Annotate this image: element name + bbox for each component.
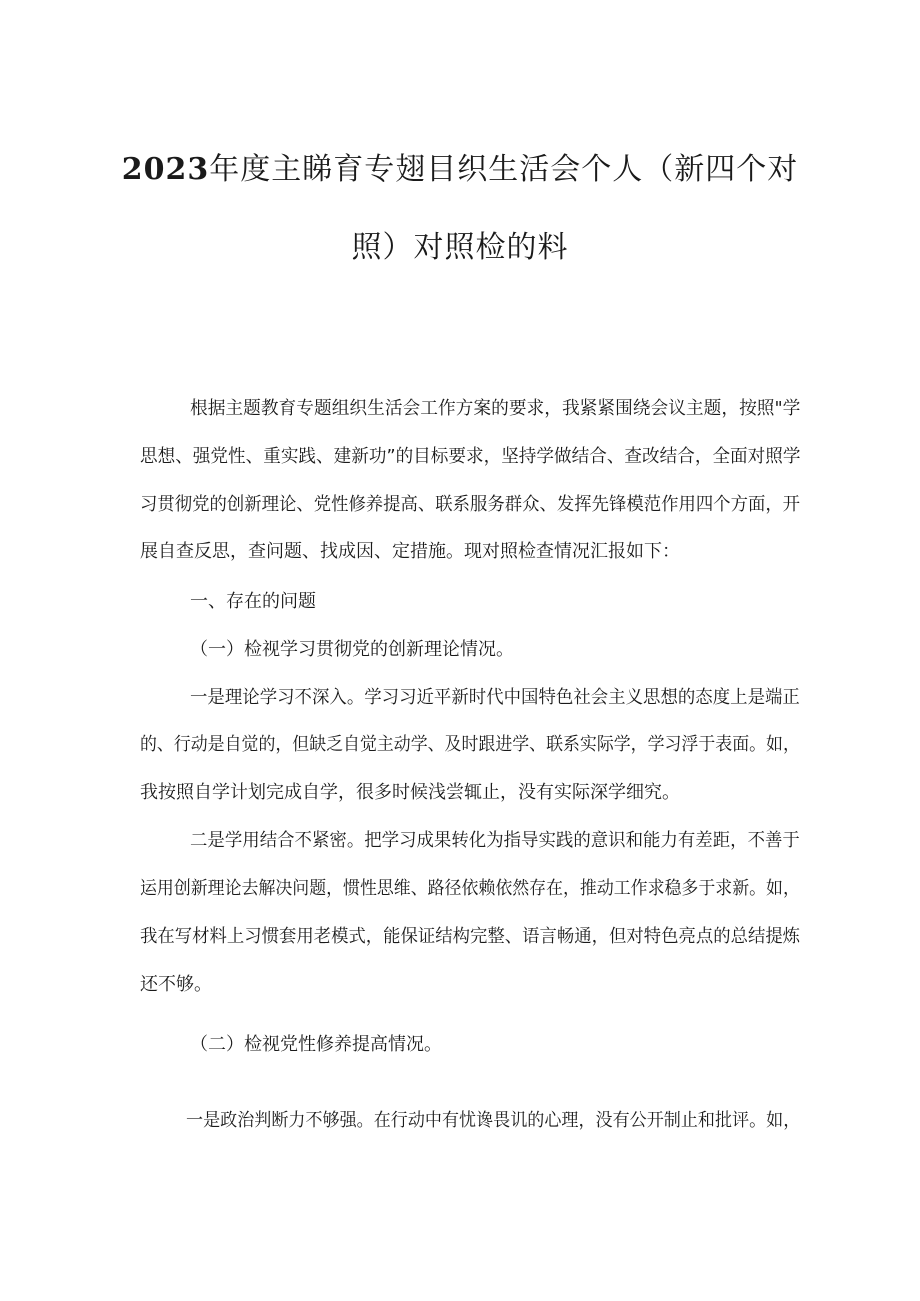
body-line: 展自查反思，查问题、找成因、定措施。现对照检查情况汇报如下： (140, 541, 680, 562)
body-line: 我按照自学计划完成自学，很多时候浅尝辄止，没有实际深学细究。 (140, 782, 680, 803)
body-line: 思想、强党性、重实践、建新功”的目标要求，坚持学做结合、查改结合，全面对照学 (140, 446, 801, 467)
body-line: 我在写材料上习惯套用老模式，能保证结构完整、语言畅通，但对特色亮点的总结提炼 (140, 926, 801, 947)
body-line: 二是学用结合不紧密。把学习成果转化为指导实践的意识和能力有差距，不善于 (190, 830, 800, 851)
document-title-line-1 (100, 150, 820, 190)
body-line: 的、行动是自觉的，但缺乏自觉主动学、及时跟进学、联系实际学，学习浮于表面。如， (140, 734, 800, 755)
subsection-heading: （一）检视学习贯彻党的创新理论情况。 (190, 639, 514, 660)
body-line: 运用创新理论去解决问题，惯性思维、路径依赖依然存在，推动工作求稳多于求新。如， (140, 878, 800, 899)
body-line: 一是理论学习不深入。学习习近平新时代中国特色社会主义思想的态度上是端正 (190, 687, 800, 708)
title-text: 年度主睇育专翅目织生活会个人（新四个对 (209, 152, 799, 187)
section-heading: 一、存在的问题 (190, 591, 316, 612)
body-line: 习贯彻党的创新理论、党性修养提高、联系服务群众、发挥先锋模范作用四个方面，开 (140, 494, 801, 515)
body-line: 根据主题教育专题组织生活会工作方案的要求，我紧紧围绕会议主题，按照"学 (190, 398, 801, 419)
body-line: 一是政治判断力不够强。在行动中有忧谗畏讥的心理，没有公开制止和批评。如， (186, 1110, 801, 1131)
body-line: 还不够。 (140, 974, 212, 995)
title-year: 2023 (121, 152, 210, 187)
subsection-heading: （二）检视党性修养提高情况。 (190, 1034, 442, 1055)
document-title-line-2: 照）对照检的料 (351, 230, 569, 265)
